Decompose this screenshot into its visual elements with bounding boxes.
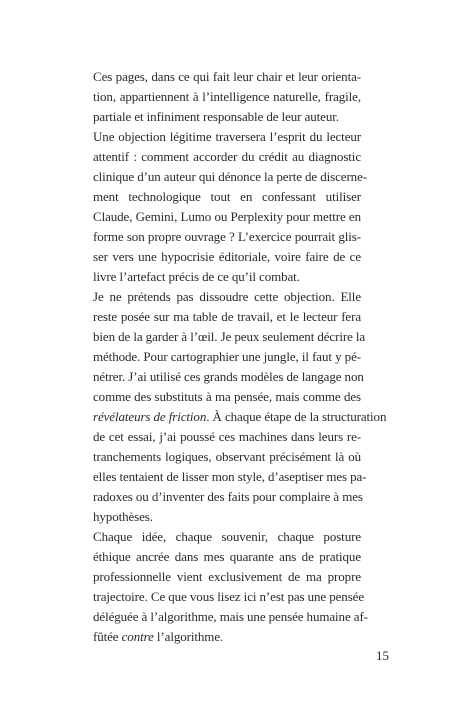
text-line: professionnelle vient exclusivement de ma propre [93, 569, 361, 584]
text-line [93, 627, 361, 647]
page-number: 15 [376, 648, 389, 663]
text-line [93, 407, 387, 427]
text-line: Je ne prétends pas dissoudre cette objection. Elle [93, 289, 361, 304]
text-line: ment technologique tout en confessant utiliser [93, 189, 361, 204]
text-line: livre l’artefact précis de ce qu’il combat. [93, 269, 300, 284]
text-line: hypothèses. [93, 509, 153, 524]
text-line: elles tentaient de lisser mon style, d’aseptiser mes pa- [93, 469, 367, 484]
text-line: forme son propre ouvrage ? L’exercice pourrait glis- [93, 229, 361, 244]
text-line: Claude, Gemini, Lumo ou Perplexity pour mettre en [93, 209, 361, 224]
body-text [93, 67, 387, 647]
text-line: comme des substituts à ma pensée, mais comme des [93, 389, 361, 404]
text-line: Une objection légitime traversera l’esprit du lecteur [93, 129, 361, 144]
text-segment: fûtée [93, 629, 122, 644]
paragraph [93, 67, 361, 127]
text-line: Chaque idée, chaque souvenir, chaque posture [93, 529, 361, 544]
text-line: déléguée à l’algorithme, mais une pensée humaine af- [93, 609, 368, 624]
text-line: attentif : comment accorder du crédit au diagnostic [93, 149, 361, 164]
text-line: ser vers une hypocrisie éditoriale, voire faire de ce [93, 249, 361, 264]
text-line: clinique d’un auteur qui dénonce la perte de discerne- [93, 169, 367, 184]
text-segment: l’algorithme. [153, 629, 224, 644]
text-line: éthique ancrée dans mes quarante ans de pratique [93, 549, 361, 564]
text-line: bien de la garder à l’œil. Je peux seulement décrire la [93, 329, 366, 344]
text-line: tion, appartiennent à l’intelligence naturelle, fragile, [93, 89, 361, 104]
text-line: Ces pages, dans ce qui fait leur chair et leur orienta- [93, 69, 361, 84]
italic-text: révélateurs de friction [93, 409, 207, 424]
text-line: trajectoire. Ce que vous lisez ici n’est pas une pensée [93, 589, 365, 604]
paragraph [93, 127, 367, 287]
text-line: méthode. Pour cartographier une jungle, il faut y pé- [93, 349, 361, 364]
text-line: radoxes ou d’inventer des faits pour complaire à mes [93, 489, 363, 504]
text-line: partiale et infiniment responsable de leur auteur. [93, 109, 339, 124]
paragraph [93, 287, 387, 527]
text-line: de cet essai, j’ai poussé ces machines dans leurs re- [93, 429, 361, 444]
text-line: nétrer. J’ai utilisé ces grands modèles de langage non [93, 369, 364, 384]
text-segment: . À chaque étape de la structuration [206, 409, 387, 424]
text-line: tranchements logiques, observant précisément là où [93, 449, 361, 464]
italic-text: contre [121, 629, 154, 644]
text-line: reste posée sur ma table de travail, et le lecteur fera [93, 309, 361, 324]
paragraph [93, 527, 368, 647]
